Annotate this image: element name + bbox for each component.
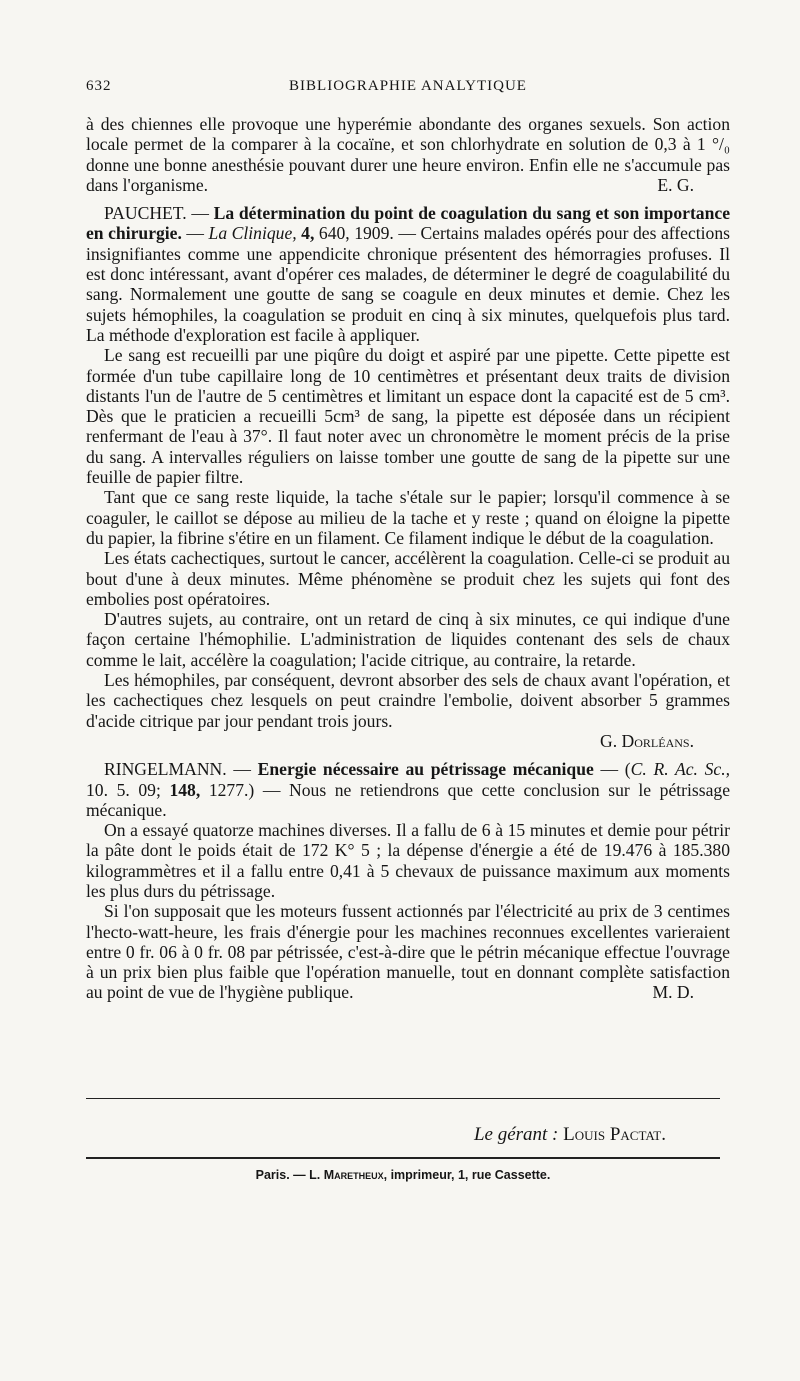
signature-line [86,731,730,751]
volume-ringelmann: 148, [169,779,201,800]
paragraph: Tant que ce sang reste liquide, la tache s'étale sur le papier; lorsqu'il commence à se coaguler, le caillot se dépose au milieu de la tache et y reste ; quand on éloigne la pipette du papier, la fibrine s'étire en un filament. Ce filament indique le début de la coagulation. [86,487,730,548]
paragraph: Le sang est recueilli par une piqûre du doigt et aspiré par une pipette. Cette pipette est formée d'un tube capillaire long de 10 centimètres et présentant deux traits de division distants l'un de l'autre de 5 centimètres et limitant un espace dont la capacité est de 5 cm³. Dès que le praticien a recueilli 5cm³ de sang, la pipette est déposée dans un récipient renfermant de l'eau à 37°. Il faut noter avec un chronomètre le moment précis de la prise du sang. A intervalles réguliers on laisse tomber une goutte de sang de la pipette sur une feuille de papier filtre. [86,345,730,488]
journal-ringelmann: C. R. Ac. Sc., [630,759,730,780]
imprint-address: , imprimeur, 1, rue Cassette. [383,1168,551,1182]
page-number: 632 [86,78,112,94]
signature-md: M. D. [652,982,694,1003]
author-pauchet: PAUCHET. [104,203,187,224]
paragraph: Les états cachectiques, surtout le cancer, accélèrent la coagulation. Celle-ci se produit au bout d'une à deux minutes. Même phénomène se produit chez les sujets qui font des embolies post opératoires. [86,548,730,609]
gerant-line [86,1124,666,1146]
continued-abstract [86,114,730,195]
reference-pauchet: 640, 1909. — [314,223,421,244]
paragraph: D'autres sujets, au contraire, ont un retard de cinq à six minutes, ce qui indique d'une façon certaine l'hémophilie. L'administration de liquides contenant des sels de chaux comme le lait, accélère la coagulation; l'acide citrique, au contraire, la retarde. [86,609,730,670]
title-pauchet: La détermination du point de coagulation du sang et son importance en chirurgie. [86,203,731,244]
paragraph: On a essayé quatorze machines diverses. Il a fallu de 6 à 15 minutes et demie pour pétrir la pâte dont le poids était de 172 K° 5 ; la dépense d'énergie a été de 19.476 à 185.380 kilogrammètres et il a fallu entre 0,41 à 5 chevaux de puissance maximum aux moments les plus durs du pétrissage. [86,820,730,901]
divider [86,1157,720,1159]
running-title: BIBLIOGRAPHIE ANALYTIQUE [289,78,527,94]
paragraph: Les hémophiles, par conséquent, devront absorber des sels de chaux avant l'opération, et les cachectiques chez lesquels on peut craindre l'embolie, doivent absorber 5 grammes d'acide citrique par jour pendant trois jours. [86,670,730,731]
paragraph [86,901,730,1002]
continued-abstract-text: à des chiennes elle provoque une hyperémie abondante des organes sexuels. Son action locale permet de la comparer à la cocaïne, et son chlorhydrate en solution de 0,3 à 1 °/₀ donne une bonne anesthésie pouvant durer une heure environ. Enfin elle ne s'accumule pas dans l'organisme. [86,114,730,195]
signature-dorleans: G. Dorléans. [600,730,694,751]
imprint-printer: Maretheux [323,1168,384,1182]
running-header [86,78,730,100]
signature-eg: E. G. [657,174,694,195]
abstract-ringelmann [86,759,730,820]
reference-date: 10. 5. 09; [86,779,170,800]
separator: — [186,203,214,224]
separator: — [181,223,209,244]
text-pauchet: Certains malades opérés pour des affections insignifiantes comme une appendicite chronique présentent des hémorragies profuses. Il est donc intéressant, avant d'opérer ces malades, de déterminer le degré de coagulabilité du sang. Normalement une goutte de sang se coagule en deux minutes et demie. Chez les sujets hémophiles, la coagulation se produit en cinq à six minutes, quelquefois plus tard. La méthode d'exploration est facile à appliquer. [86,223,730,345]
divider [86,1098,720,1099]
title-ringelmann: Energie nécessaire au pétrissage mécanique [257,759,594,780]
gerant-label: Le gérant : [473,1124,559,1145]
reference-close: 1277.) — [200,779,290,800]
gerant-name: Louis Pactat. [563,1124,666,1145]
text-ringelmann: Nous ne retiendrons que cette conclusion sur le pétrissage mécanique. [86,779,730,820]
abstract-pauchet [86,203,730,345]
journal-pauchet: La Clinique, [208,223,297,244]
volume-pauchet: 4, [296,223,315,244]
imprint-line [86,1168,720,1182]
imprint-city: Paris. — L. [255,1168,324,1182]
paragraph-text: Si l'on supposait que les moteurs fussent actionnés par l'électricité au prix de 3 centimes l'hecto-watt-heure, les frais d'énergie pour les machines reconnues excellentes varieraient entre 0 fr. 06 à 0 fr. 08 par pétrissée, c'est-à-dire que le pétrin mécanique effectue l'ouvrage à un prix bien plus faible que l'opération manuelle, tout en donnant complète satisfaction au point de vue de l'hygiène publique. [86,901,730,1003]
separator: — ( [593,759,631,780]
separator: — [226,759,258,780]
author-ringelmann: RINGELMANN. [104,759,227,780]
article-body [86,114,730,1003]
